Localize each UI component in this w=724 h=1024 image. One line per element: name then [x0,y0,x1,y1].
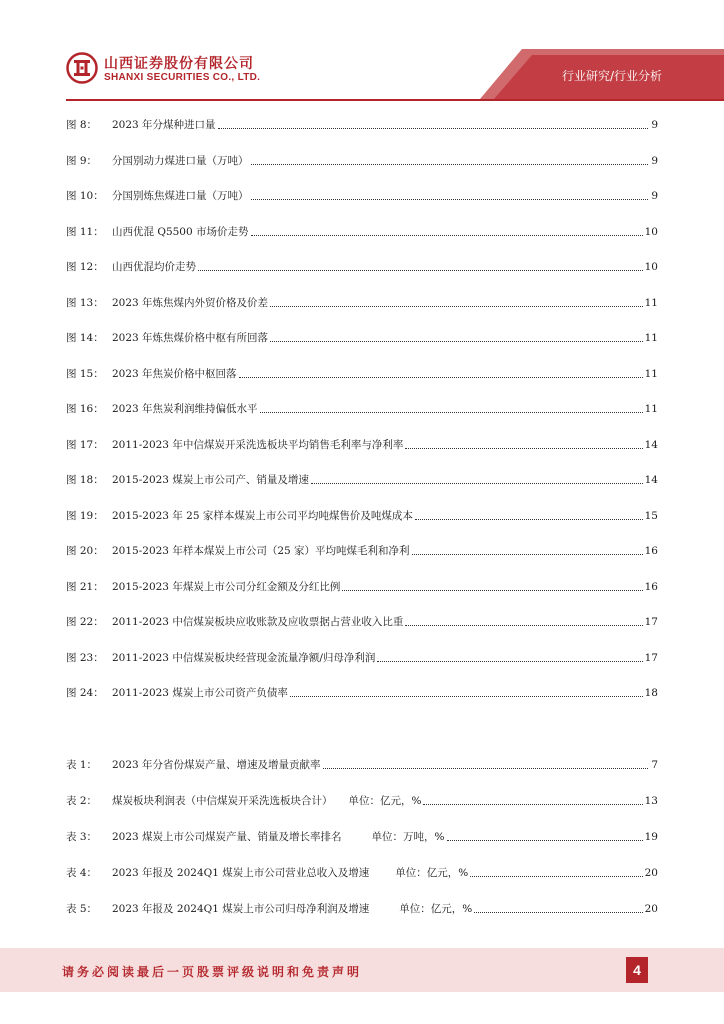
toc-entry-page: 16 [644,545,658,557]
toc-entry[interactable] [66,325,658,345]
toc-leader [342,590,642,591]
toc-entry[interactable] [66,645,658,665]
toc-entry[interactable] [66,503,658,523]
toc-leader [447,840,643,841]
page-header [0,0,724,100]
toc-entry-page: 9 [651,119,658,131]
toc-entry-title: 2011-2023 煤炭上市公司资产负债率 [112,687,288,699]
toc-entry[interactable] [66,538,658,558]
toc-entry-unit: 单位：亿元，% [348,795,422,807]
toc-entry-page: 14 [644,474,658,486]
toc-entry-number: 图 16： [66,403,104,415]
toc-entry-number: 图 9： [66,154,98,167]
toc-entry-title: 山西优混 Q5500 市场价走势 [112,225,249,238]
toc-entry-title: 2023 煤炭上市公司煤炭产量、销量及增长率排名 [112,831,342,843]
toc-entry[interactable] [66,290,658,310]
toc-entry-page: 13 [644,795,658,807]
toc-entry-page: 9 [651,190,658,202]
header-divider [66,99,724,101]
toc-entry-title: 2015-2023 煤炭上市公司产、销量及增速 [112,474,309,486]
toc-leader [251,199,649,200]
toc-leader [412,554,643,555]
toc-entry-number: 图 20： [66,545,104,557]
toc-entry-number: 图 12： [66,261,104,273]
toc-entry-number: 图 17： [66,438,104,451]
toc-entry-page: 11 [644,332,658,344]
toc-entry-page: 7 [651,759,658,771]
toc-entry-number: 表 5： [66,903,98,915]
toc-entry[interactable] [66,860,658,880]
toc-leader [470,876,642,877]
toc-entry-title: 2015-2023 年煤炭上市公司分红金额及分红比例 [112,580,341,593]
company-name-en: SHANXI SECURITIES CO., LTD. [104,72,261,83]
toc-entry-page: 11 [644,296,658,309]
toc-entry[interactable] [66,752,658,772]
toc-entry-number: 图 19： [66,509,104,522]
toc-entry-title: 山西优混均价走势 [112,261,196,273]
toc-entry[interactable] [66,609,658,629]
toc-entry[interactable] [66,788,658,808]
toc-entry-number: 表 3： [66,831,98,843]
toc-entry-page: 20 [644,867,658,879]
toc-entry-page: 10 [644,261,658,273]
toc-entry-title: 2023 年分省份煤炭产量、增速及增量贡献率 [112,759,321,771]
toc-leader [423,804,642,805]
toc-entry-title: 2015-2023 年 25 家样本煤炭上市公司平均吨煤售价及吨煤成本 [112,509,413,522]
toc-entry-number: 表 1： [66,759,98,771]
toc-entry-page: 17 [644,616,658,628]
toc-leader [474,912,642,913]
toc-entry-title: 分国别动力煤进口量（万吨） [112,154,249,167]
toc-entry-page: 9 [651,154,658,167]
toc-entry-title: 分国别炼焦煤进口量（万吨） [112,190,249,202]
toc-entry[interactable] [66,148,658,168]
toc-leader [198,270,643,271]
toc-entry-number: 图 18： [66,474,104,486]
toc-entry-number: 图 11： [66,225,104,238]
page-number: 4 [626,957,648,983]
toc-leader [290,696,643,697]
toc-leader [311,483,643,484]
toc-entry-page: 18 [644,687,658,699]
toc-entry-unit: 单位：万吨，% [371,831,445,843]
toc-entry-number: 表 2： [66,795,98,807]
toc-entry-title: 2015-2023 年样本煤炭上市公司（25 家）平均吨煤毛利和净利 [112,545,410,557]
toc-leader [415,519,643,520]
toc-entry-title: 2023 年焦炭价格中枢回落 [112,367,237,380]
toc-entry-number: 图 21： [66,580,104,593]
toc-entry-unit: 单位：亿元，% [395,867,469,879]
toc-entry[interactable] [66,183,658,203]
toc-entry[interactable] [66,361,658,381]
toc-entry-title: 2023 年焦炭利润维持偏低水平 [112,403,258,415]
toc-entry-title: 煤炭板块利润表（中信煤炭开采洗选板块合计） [112,795,333,807]
footer-disclaimer: 请务必阅读最后一页股票评级说明和免责声明 [62,965,363,979]
toc-leader [260,412,643,413]
toc-leader [251,164,649,165]
toc-leader [218,128,648,129]
toc-entry-title: 2023 年炼焦煤价格中枢有所回落 [112,332,269,344]
toc-entry-page: 15 [644,509,658,522]
toc-entry-number: 图 15： [66,367,104,380]
toc-entry[interactable] [66,219,658,239]
toc-entry[interactable] [66,467,658,487]
toc-leader [270,341,643,342]
toc-leader [405,448,642,449]
toc-entry-title: 2023 年报及 2024Q1 煤炭上市公司归母净利润及增速 [112,903,370,915]
toc-entry-page: 10 [644,225,658,238]
toc-entry-page: 11 [644,403,658,415]
toc-entry[interactable] [66,680,658,700]
toc-entry-number: 图 24： [66,687,104,699]
toc-entry-title: 2011-2023 年中信煤炭开采洗选板块平均销售毛利率与净利率 [112,438,404,451]
toc-entry[interactable] [66,574,658,594]
toc-entry[interactable] [66,112,658,132]
toc-entry-title: 2011-2023 中信煤炭板块应收账款及应收票据占营业收入比重 [112,616,404,628]
toc-leader [251,235,643,236]
toc-entry[interactable] [66,824,658,844]
toc-entry-title: 2011-2023 中信煤炭板块经营现金流量净额/归母净利润 [112,651,376,664]
toc-entry-number: 图 23： [66,651,104,664]
toc-entry-number: 图 22： [66,616,104,628]
toc-entry-page: 11 [644,367,658,380]
toc-entry[interactable] [66,254,658,274]
company-name-cn: 山西证券股份有限公司 [104,56,254,72]
toc-entry-page: 16 [644,580,658,593]
toc-entry-unit: 单位：亿元，% [399,903,473,915]
toc-leader [323,768,648,769]
toc-leader [405,625,642,626]
toc-entry-page: 17 [644,651,658,664]
toc-entry-title: 2023 年分煤种进口量 [112,119,216,131]
toc-entry-number: 图 13： [66,296,104,309]
toc-entry-title: 2023 年报及 2024Q1 煤炭上市公司营业总收入及增速 [112,867,370,879]
toc-entry[interactable] [66,396,658,416]
toc-entry-page: 19 [644,831,658,843]
toc-entry-number: 表 4： [66,867,98,879]
toc-entry[interactable] [66,432,658,452]
toc-entry-number: 图 8： [66,119,98,131]
toc-entry-number: 图 10： [66,190,104,202]
report-category: 行业研究/行业分析 [561,69,662,83]
toc-entry-number: 图 14： [66,332,104,344]
toc-leader [377,661,642,662]
toc-entry-page: 20 [644,903,658,915]
toc-entry-title: 2023 年炼焦煤内外贸价格及价差 [112,296,269,309]
toc-leader [239,377,643,378]
toc-entry[interactable] [66,896,658,916]
toc-leader [270,306,643,307]
toc-entry-page: 14 [644,438,658,451]
